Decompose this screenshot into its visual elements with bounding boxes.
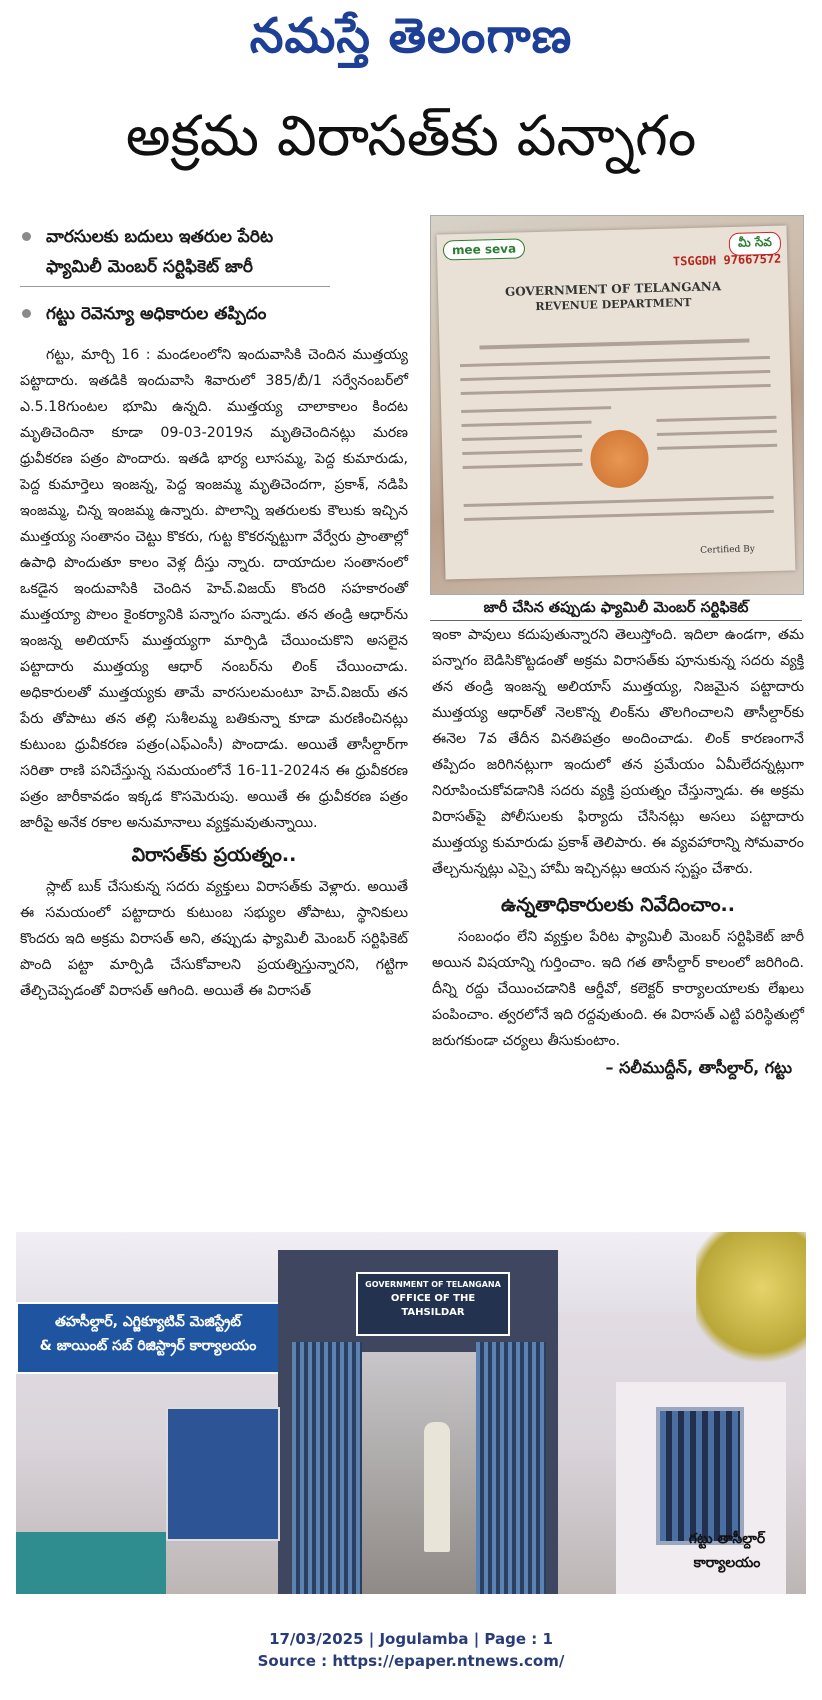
tahsildar-board: [356, 1272, 510, 1336]
bullet-text: గట్టు రెవెన్యూ అధికారుల తప్పిదం: [46, 304, 267, 324]
bullet-text: వారసులకు బదులు ఇతరుల పేరిట ఫ్యామిలీ మెంబర్ సర్టిఫికెట్ జారీ: [46, 227, 274, 277]
board-line: తహసీల్దార్, ఎగ్జిక్యూటివ్ మెజిస్ట్రేట్: [54, 1314, 242, 1330]
certificate-sheet: [437, 225, 796, 579]
certificate-photo: [430, 215, 804, 595]
right-column: [432, 622, 804, 1082]
bullet-list: [20, 222, 330, 329]
footer-source: Source : https://epaper.ntnews.com/: [257, 1652, 565, 1670]
office-photo-caption: [652, 1527, 802, 1575]
board-line: GOVERNMENT OF TELANGANA: [365, 1280, 501, 1289]
certificate-number: TSGGDH 97667572: [672, 251, 782, 269]
mee-seva-logo: mee seva: [443, 238, 526, 260]
notice-board: [166, 1407, 280, 1541]
article-paragraph: స్లాట్ బుక్ చేసుకున్న సదరు వ్యక్తులు విరాసత్‌కు వెళ్లారు. అయితే ఈ సమయంలో పట్టాదారు కుటుంబ సభ్యుల తోపాటు, స్థానికులు కొందరు ఇది అక్రమ విరాసత్ అని, తప్పుడు ఫ్యామిలీ మెంబర్ సర్టిఫికెట్ పొంది పట్టా మార్పిడి చేసుకోవాలని ప్రయత్నిస్తున్నారని, గట్టిగా తేల్చిచెప్పడంతో విరాసత్ ఆగింది. అయితే ఈ విరాసత్‌: [20, 879, 408, 999]
window: [656, 1407, 744, 1545]
certificate-caption: జారీ చేసిన తప్పుడు ఫ్యామిలీ మెంబర్ సర్టిఫికెట్: [430, 596, 802, 621]
left-column: [20, 342, 408, 1004]
office-photo: [16, 1232, 806, 1594]
caption-line: కార్యాలయం: [693, 1555, 761, 1571]
bullet-item: [20, 222, 330, 287]
board-line: & జాయింట్ సబ్ రిజిస్ట్రార్ కార్యాలయం: [39, 1338, 257, 1354]
quote-attribution: – సలీముద్దీన్, తాసీల్దార్, గట్టు: [605, 1058, 792, 1077]
seal-stamp-icon: [590, 429, 649, 488]
certificate-gov: GOVERNMENT OF TELANGANA: [504, 279, 722, 299]
article-paragraph: గట్టు, మార్చి 16 : మండలంలోని ఇందువాసికి చెందిన ముత్తయ్య పట్టాదారు. ఇతడికి ఇందువాసి శివారులో 385/బీ/1 సర్వేనంబర్‌లో ఎ.5.18గుంటల భూమి ఉన్నది. ముత్తయ్య చాలాకాలం కిందట మృతిచెందినా కూడా 09-03-2019న మృతిచెందినట్లు మరణ ధ్రువీకరణ పత్రం పొందారు. ఇతడి భార్య లూసమ్మ, పెద్ద కుమారుడు, పెద్ద కుమార్తెలు ఇంజన్న, పెద్ద ఇంజమ్మ మృతిచెందగా, ప్రకాశ్, నడిపి ఇంజమ్మ, చిన్న ఇంజమ్మ ఉన్నారు. పొలాన్ని ఇతరులకు కౌలుకు ఇచ్చిన ముత్తయ్య సంతానం చెట్టు కొకరు, గుట్ట కొకరన్నట్టుగా వేర్వేరు ప్రాంతాల్లో ఉపాధి పొందుతూ కాలం వెళ్ల దీస్తు న్నారు. దాయాదుల సంతానంలో ఒకడైన ఇందువాసికి చెందిన హెచ్.విజయ్ కొందరి సహకారంతో ముత్తయ్యా పొలం కైంకర్యానికి పన్నాగం పన్నాడు. తన తండ్రి ఆధార్‌ను ఇంజన్న అలియాస్ ముత్తయ్యగా మార్పిడి చేయించుకొని అసలైన పట్టాదారు ముత్తయ్య ఆధార్ నంబర్‌ను లింక్ చేయించాడు. అధికారులతో ముత్తయ్యకు తామే వారసులమంటూ హెచ్.విజయ్ తన పేరు తోపాటు తన తల్లి సుశీలమ్మ బతికున్నా కూడా మరణించినట్లు కుటుంబ ధ్రువీకరణ పత్రం(ఎఫ్‌ఎంసీ) పొందాడు. అయితే తాసీల్దార్‌గా సరితా రాణి పనిచేస్తున్న సమయంలోనే 16-11-2024న ఈ ధ్రువీకరణ పత్రం జారీకావడం ఇక్కడ కొసమెరుపు. అయితే ఈ ధ్రువీకరణ పత్రం జారీపై అనేక రకాల అనుమానాలు వ్యక్తమవుతున్నాయి.: [20, 347, 408, 831]
office-name-board: [16, 1302, 280, 1374]
bullet-dot-icon: [22, 309, 31, 318]
footer-date: 17/03/2025 | Jogulamba | Page : 1: [269, 1630, 553, 1648]
certified-by-label: Certified By: [700, 544, 756, 556]
bullet-item: [20, 299, 330, 329]
certificate-dept: REVENUE DEPARTMENT: [535, 295, 692, 314]
quote-paragraph: సంబంధం లేని వ్యక్తుల పేరిట ఫ్యామిలీ మెంబర్ సర్టిఫికెట్ జారీ అయిన విషయాన్ని గుర్తించాం. ఇది గత తాసీల్దార్ కాలంలో జరిగింది. దీన్ని రద్దు చేయించడానికి ఆర్డీవో, కలెక్టర్ కార్యాలయాలకు లేఖలు పంపించాం. త్వరలోనే ఇది రద్దవుతుంది. ఈ విరాసత్ ఎట్టి పరిస్థితుల్లో జరుగకుండా చర్యలు తీసుకుంటాం.: [432, 929, 804, 1049]
article-paragraph: ఇంకా పావులు కదుపుతున్నారని తెలుస్తోంది. ఇదిలా ఉండగా, తమ పన్నాగం బెడిసికొట్టడంతో అక్రమ విరాసత్‌కు పూనుకున్న సదరు వ్యక్తి తన తండ్రి ఇంజన్న అలియాస్ ముత్తయ్య, నిజమైన పట్టాదారు ముత్తయ్య ఆధార్‌తో నెలకొన్న లింక్‌ను తొలగించాలని తాసీల్దార్‌కు ఈనెల 7వ తేదీన వినతిపత్రం అందించాడు. లింక్ కారణంగానే తప్పిదం జరిగినట్లుగా ఇందులో తన ప్రమేయం ఏమీలేదన్నట్లుగా నిరూపించుకోవడానికి సదరు వ్యక్తి ప్రయత్నం చేస్తున్నాడు. ఈ అక్రమ విరాసత్‌పై పోలీసులకు ఫిర్యాదు చేసినట్లు అసలు పట్టాదారు ముత్తయ్య కుమారుడు ప్రకాశ్ తెలిపారు. ఈ వ్యవహారాన్ని సోమవారం తేల్చనున్నట్లు ఎస్సై హామీ ఇచ్చినట్లు ఆయన స్పష్టం చేశారు.: [432, 627, 804, 877]
masthead: నమస్తే తెలంగాణ: [249, 8, 573, 64]
bullet-dot-icon: [22, 232, 31, 241]
page-title: అక్రమ విరాసత్‌కు పన్నాగం: [125, 104, 697, 169]
caption-line: గట్టు తాసీల్దార్: [688, 1531, 766, 1547]
mee-seva-telugu-logo: మీ సేవ: [729, 232, 781, 256]
section-heading: విరాసత్‌కు ప్రయత్నం..: [131, 844, 297, 866]
board-line: OFFICE OF THE TAHSILDAR: [390, 1293, 476, 1318]
section-heading: ఉన్నతాధికారులకు నివేదించాం..: [501, 894, 735, 916]
